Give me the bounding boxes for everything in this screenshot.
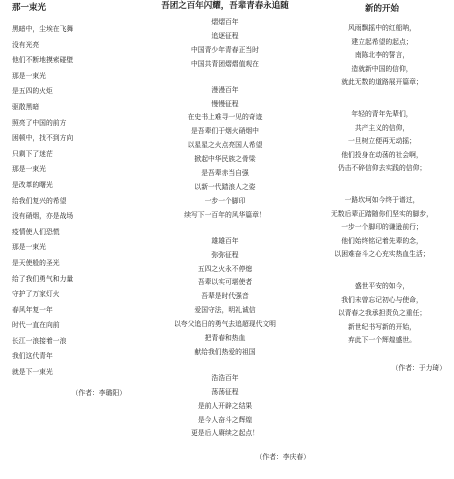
poem-line: 追逐征程: [211, 31, 239, 40]
poem-line: 他们投身在动荡的社会啊，: [341, 150, 423, 159]
poem-line: 我们未曾忘记初心与使命，: [341, 295, 423, 304]
poem-line: 以困难奋斗之心充实热血生活；: [334, 250, 430, 259]
poem-line: 漫漫百年: [211, 85, 239, 94]
poem-line: 那是一束光: [12, 71, 46, 80]
poem-body: [12, 22, 130, 381]
poem-author: （作者：李璐阳）: [71, 388, 126, 397]
poem-line: 一步一个脚印的谦逊前行；: [341, 223, 423, 232]
poem-line: 是五四的火炬: [12, 87, 53, 96]
poem-line: 他们不断地摸索碰壁: [12, 56, 74, 65]
stanza-gap: [318, 90, 446, 108]
poem-line: 续写下一百年的风华篇章！: [184, 210, 266, 219]
poem-line: 一步一个脚印: [204, 196, 246, 205]
poem-line: 没有硝烟，亦是战场: [12, 212, 74, 221]
stanza-gap: [318, 176, 446, 194]
poem-stanza: [140, 372, 310, 442]
poem-line: 我们这代青年: [12, 352, 53, 361]
poem-author: （作者：于力琦）: [391, 363, 446, 372]
poem-line: 共产主义的信仰，: [354, 123, 410, 132]
poem-author: （作者：李庆春）: [255, 453, 310, 462]
poem-column-right: [318, 0, 446, 374]
poem-line: 春风年复一年: [12, 305, 53, 314]
poem-line: 荡荡征程: [211, 387, 239, 396]
poem-line: 黑暗中，尘埃在飞舞: [12, 25, 74, 33]
poem-line: 熠熠百年: [211, 18, 239, 26]
poem-line: 年轻的青年先辈们，: [351, 109, 413, 118]
poem-line: 就此无数的道路展开篇章；: [341, 78, 423, 87]
poem-line: 吾辈以实可堪使者: [197, 278, 253, 287]
poem-stanza: [318, 280, 446, 348]
poem-line: 以星星之火点亮国人希望: [187, 141, 263, 150]
poem-line: 是天使般的圣光: [12, 258, 60, 267]
poem-line: 长江一浪接着一浪: [12, 336, 67, 345]
poem-line: 中国共青团熠熠值观在: [191, 59, 259, 68]
poem-line: 南陈北李的誓言，: [354, 51, 410, 60]
poem-line: 浩浩百年: [211, 373, 239, 382]
poem-line: 那是一束光: [12, 243, 46, 252]
poem-line: 五四之火永不停熄: [197, 264, 253, 273]
poem-line: 献给我们热爱的祖国: [194, 347, 256, 356]
poem-line: 那是一束光: [12, 165, 46, 174]
poem-line: 更是后人赓续之起点！: [191, 429, 259, 438]
poem-line: 一路坎坷如今终于谱过，: [344, 195, 420, 204]
poem-line: 风雨飘摇中的红船呐，: [348, 24, 416, 32]
poem-stanza: [318, 108, 446, 176]
poem-title: 那一束光: [12, 3, 47, 13]
poem-stanza: [140, 235, 310, 360]
poem-line: 弥弥征程: [211, 250, 239, 259]
poem-line: 是今人奋斗之辉煌: [197, 415, 253, 424]
stanza-gap: [140, 223, 310, 235]
stanza-gap: [140, 360, 310, 372]
poem-stanza: [140, 16, 310, 72]
poem-line: 给了我们勇气和力量: [12, 274, 74, 283]
poem-line: 困顿中，找不到方向: [12, 134, 74, 143]
poem-line: 新世纪书写新的开始，: [348, 322, 416, 331]
poem-line: 一旦树立便再无动摇；: [348, 137, 416, 146]
poem-line: 疫情使人们恐慌: [12, 227, 60, 236]
poem-line: 就是下一束光: [12, 368, 53, 377]
poem-line: 是改革的曙光: [12, 180, 53, 189]
poem-line: 雄雄百年: [211, 236, 239, 245]
poem-line: 弃此下一个辉煌盛世。: [348, 336, 416, 345]
poem-line: 驱散黑暗: [12, 102, 40, 111]
poem-line: 建立起希望的起点；: [351, 37, 413, 46]
poem-line: 是吾辈赤当自强: [201, 169, 249, 178]
poem-line: 造就新中国的信仰，: [351, 64, 413, 73]
poem-line: 给我们复兴的希望: [12, 196, 67, 205]
poem-line: 中国青少年青春正当时: [191, 45, 259, 54]
poem-line: 无数后辈正踏随你们坚实的脚步，: [331, 209, 433, 218]
stanza-gap: [318, 262, 446, 280]
poem-line: 以青春之我承担责负之重任；: [337, 309, 427, 318]
poem-line: 以新一代踏浪人之姿: [194, 182, 256, 191]
poem-stanza: [318, 194, 446, 262]
poem-line: 只剩下了迷茫: [12, 149, 53, 158]
poem-stanza: [140, 84, 310, 223]
poem-line: 是前人开辟之结果: [197, 401, 253, 410]
poem-line: 没有光亮: [12, 40, 40, 49]
poem-column-left: [12, 0, 130, 399]
poem-line: 时代一直在向前: [12, 321, 60, 330]
poem-line: 他们始终铭记着先辈的念，: [341, 236, 423, 245]
poem-line: 盛世平安的如今，: [354, 281, 410, 290]
poem-line: 在史书上难寻一见的奇迹: [187, 113, 263, 122]
poem-line: 是吾辈们于烟火硝烟中: [191, 127, 259, 136]
poem-line: 以夸父追日的勇气去追超现代文明: [174, 320, 276, 329]
poem-title: 新的开始: [364, 4, 399, 14]
poem-title: 吾团之百年闪耀，吾辈青春永追随: [161, 1, 289, 11]
poem-line: 掀起中华民族之骨梁: [194, 155, 256, 164]
poem-line: 爱国守法，明礼诚信: [194, 306, 256, 315]
poem-line: 照亮了中国的前方: [12, 118, 67, 127]
stanza-gap: [140, 72, 310, 84]
poem-stanza: [318, 22, 446, 90]
poem-line: 守护了万家灯火: [12, 290, 60, 299]
poem-line: 吾辈是时代强音: [201, 292, 249, 301]
poem-line: 把青春和热血: [204, 334, 246, 343]
poem-line: 慢慢征程: [211, 99, 239, 108]
poem-column-middle: [140, 0, 310, 463]
poem-line: 仍击不碎信仰去实践的信仰；: [337, 164, 427, 173]
